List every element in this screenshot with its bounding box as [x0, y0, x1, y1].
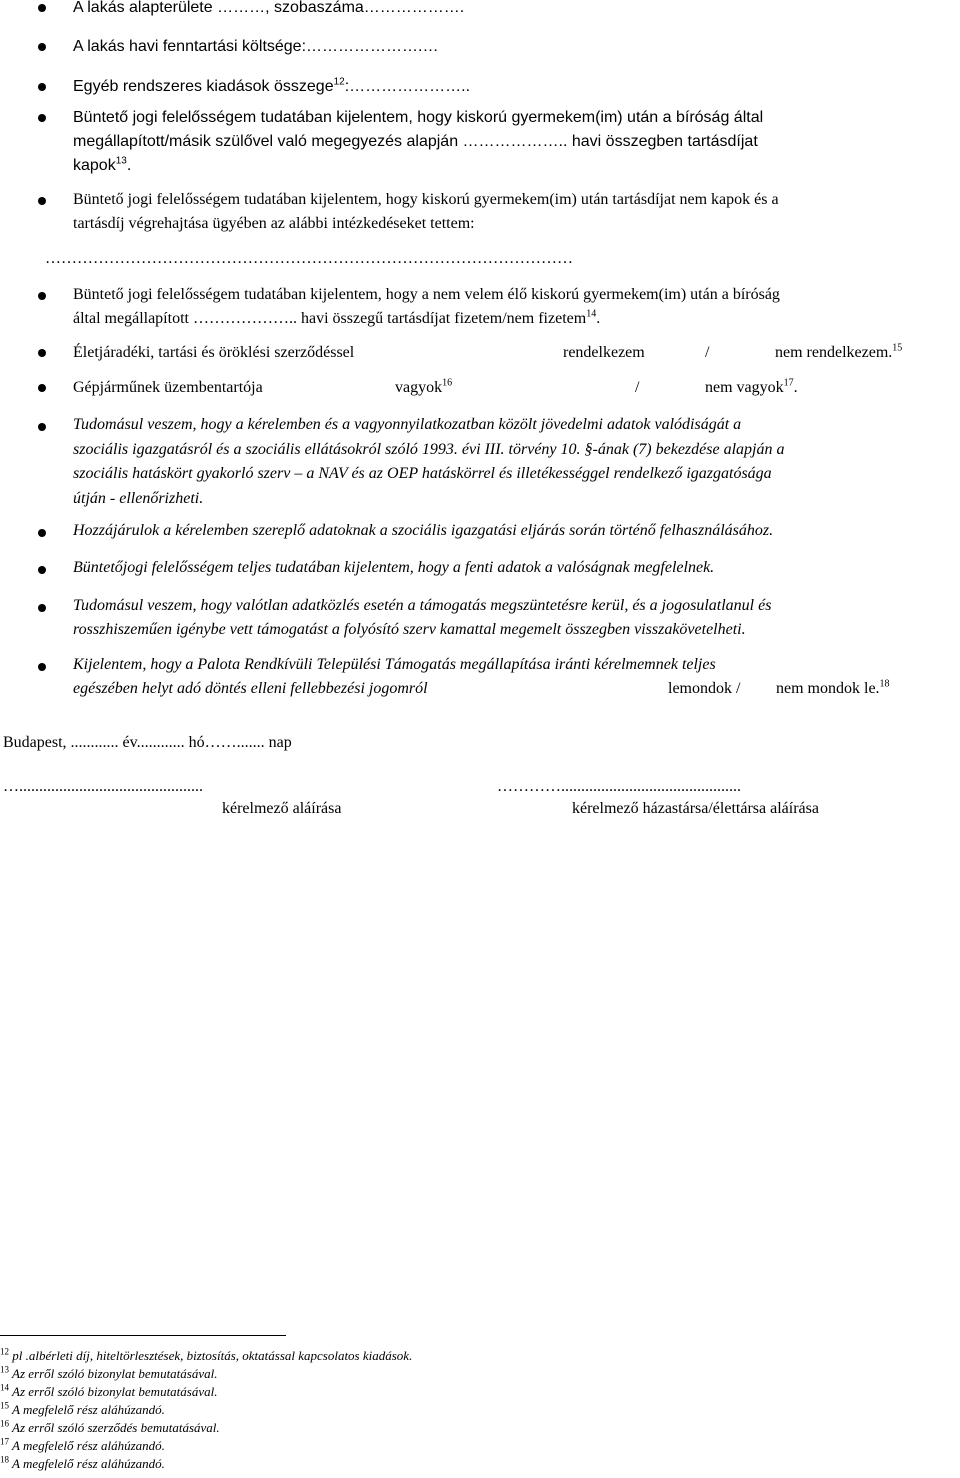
- list-item: [73, 75, 959, 99]
- footnote-ref: 17: [783, 377, 794, 389]
- footnote: $^{15}$ A megfelelő rész aláhúzandó.: [0, 1400, 165, 1417]
- item-line: útján - ellenőrizheti.: [73, 489, 204, 507]
- item-text: Büntetőjogi felelősségem teljes tudatában kijelentem, hogy a fenti adatok a valóságnak megfelelnek.: [73, 559, 715, 576]
- item-line: Büntető jogi felelősségem tudatában kijelentem, hogy a nem velem élő kiskorú gyermekem(im) után a bíróság: [73, 286, 780, 303]
- footnote: $^{17}$ A megfelelő rész aláhúzandó.: [0, 1436, 165, 1453]
- item-line: által megállapított ……………….. havi összegű tartásdíjat fizetem/nem fizetem$^{14}$.: [73, 308, 601, 327]
- bullet: [38, 83, 46, 91]
- list-item: [73, 106, 959, 178]
- option-text: vagyok$^{16}$: [395, 377, 453, 396]
- footnote-ref: 13: [115, 155, 127, 167]
- footnote-separator: [0, 1335, 286, 1336]
- item-text: Életjáradéki, tartási és öröklési szerződéssel: [73, 344, 355, 361]
- item-text: A lakás havi fenntartási költsége:………………….…: [73, 38, 439, 55]
- list-item: [73, 594, 959, 642]
- footnote: $^{16}$ Az erről szóló szerződés bemutatásával.: [0, 1418, 220, 1435]
- list-item: [73, 35, 959, 59]
- footnote: $^{12}$ pl .albérleti díj, hiteltörlesztések, biztosítás, oktatással kapcsolatos kiadások.: [0, 1346, 413, 1363]
- bullet: [38, 197, 46, 205]
- dotted-fill-line: ………………………………………………………………………………………: [45, 250, 573, 267]
- item-text: Gépjárműnek üzembentartója: [73, 379, 263, 396]
- item-line: Tudomásul veszem, hogy a kérelemben és a vagyonnyilatkozatban közölt jövedelmi adatok valódiságát a: [73, 416, 742, 433]
- signature-line-right: ………….............................................: [497, 778, 741, 795]
- bullet: [38, 114, 46, 122]
- bullet: [38, 663, 46, 671]
- bullet: [38, 349, 46, 357]
- bullet: [38, 384, 46, 392]
- list-item: [73, 653, 959, 677]
- bullet: [38, 604, 46, 612]
- list-item: [73, 413, 959, 511]
- footnote: $^{13}$ Az erről szóló bizonylat bemutatásával.: [0, 1364, 218, 1381]
- item-line: Tudomásul veszem, hogy valótlan adatközlés esetén a támogatás megszüntetésre kerül, és a jogosulatlanul és: [73, 597, 772, 614]
- list-item: [73, 519, 959, 543]
- bullet: [38, 4, 46, 12]
- footnote-ref: 16: [442, 377, 453, 389]
- list-item: [73, 188, 959, 236]
- footnote-ref: 15: [892, 342, 903, 354]
- signature-label-left: kérelmező aláírása: [222, 800, 342, 817]
- item-line: Büntető jogi felelősségem tudatában kijelentem, hogy kiskorú gyermekem(im) után tartásdíjat nem kapok és a: [73, 191, 779, 208]
- option-separator: /: [635, 379, 640, 396]
- bullet: [38, 292, 46, 300]
- bullet: [38, 423, 46, 431]
- item-text: Hozzájárulok a kérelemben szereplő adatoknak a szociális igazgatási eljárás során történő felhasználásához.: [73, 522, 774, 539]
- option-text: rendelkezem: [563, 344, 645, 361]
- item-text: :…………………..: [344, 78, 471, 95]
- item-text: A lakás alapterülete ………, szobaszáma……………….: [73, 0, 465, 16]
- option-text: nem mondok le.$^{18}$: [776, 678, 890, 697]
- list-item: [73, 0, 959, 20]
- footnote-ref: 14: [586, 308, 597, 320]
- footnote: $^{18}$ A megfelelő rész aláhúzandó.: [0, 1454, 165, 1471]
- option-text: nem rendelkezem.$^{15}$: [775, 342, 903, 361]
- bullet: [38, 529, 46, 537]
- item-line: megállapított/másik szülővel való megegyezés alapján ……………….. havi összegben tartásdíjat: [73, 133, 758, 150]
- item-line: szociális hatáskört gyakorló szerv – a NAV és az OEP hatáskörrel és illetékességgel rendelkező igazgatósága: [73, 465, 772, 482]
- item-line: egészében helyt adó döntés elleni fellebbezési jogomról: [73, 680, 428, 697]
- bullet: [38, 43, 46, 51]
- date-line: Budapest, ............ év............ hó……....... nap: [3, 734, 292, 751]
- item-line: rosszhiszeműen igénybe vett támogatást a folyósító szerv kamattal megemelt összegben visszakövetelheti.: [73, 621, 746, 638]
- footnote-ref: 12: [333, 76, 345, 88]
- item-line: Kijelentem, hogy a Palota Rendkívüli Települési Támogatás megállapítása iránti kérelmemnek teljes: [73, 656, 716, 673]
- option-text: lemondok /: [668, 680, 741, 697]
- signature-label-right: kérelmező házastársa/élettársa aláírása: [572, 800, 819, 817]
- item-line: tartásdíj végrehajtása ügyében az alábbi intézkedéseket tettem:: [73, 215, 475, 232]
- item-line: Büntető jogi felelősségem tudatában kijelentem, hogy kiskorú gyermekem(im) után a bíróság által: [73, 109, 764, 126]
- signature-line-left: …..............................................: [3, 778, 203, 795]
- option-text: nem vagyok$^{17}$.: [705, 377, 798, 396]
- footnote: $^{14}$ Az erről szóló bizonylat bemutatásával.: [0, 1382, 218, 1399]
- item-line: kapok$^{13}$.: [73, 155, 132, 174]
- option-separator: /: [705, 344, 710, 361]
- footnote-ref: 18: [879, 678, 890, 690]
- item-line: szociális igazgatásról és a szociális ellátásokról szóló 1993. évi III. törvény 10. §-ának (7) bekezdése alapján a: [73, 440, 785, 458]
- list-item: [73, 556, 959, 580]
- list-item: [73, 283, 959, 331]
- item-text: Egyéb rendszeres kiadások összege: [73, 78, 334, 95]
- bullet: [38, 566, 46, 574]
